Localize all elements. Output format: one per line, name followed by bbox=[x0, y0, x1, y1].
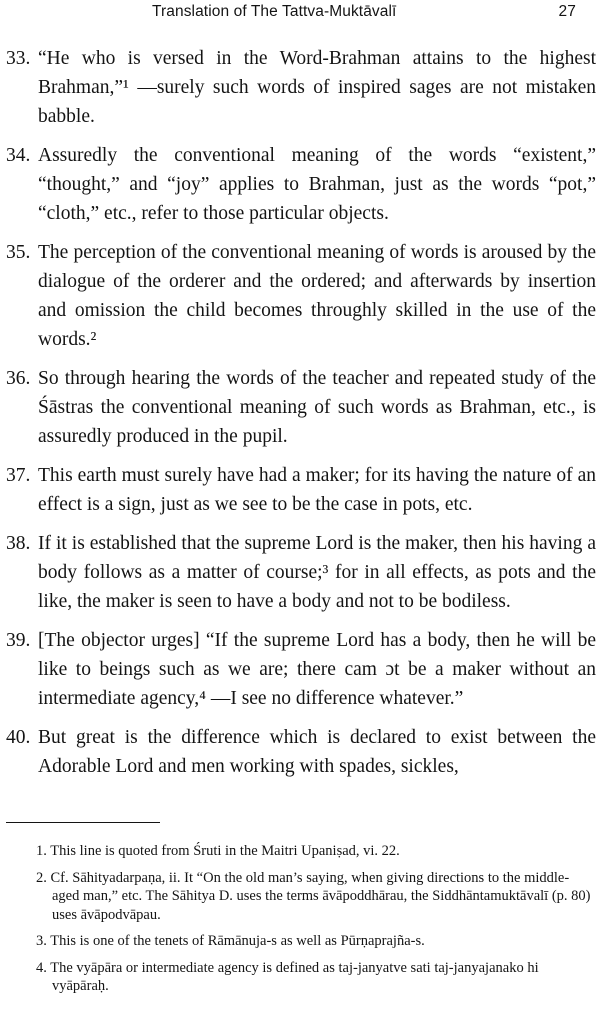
verse-33 bbox=[0, 44, 600, 131]
verse-37 bbox=[0, 461, 600, 519]
verse-number: 36. bbox=[6, 368, 31, 389]
page-number: 27 bbox=[558, 3, 576, 20]
verse-36 bbox=[0, 364, 600, 451]
footnote-divider bbox=[6, 822, 160, 823]
footnote-list bbox=[36, 842, 596, 1004]
footnote-4: 4. The vyāpāra or intermediate agency is defined as taj-janyatve sati taj-janyajanako hi vyāpāraḥ. bbox=[36, 959, 539, 994]
running-head bbox=[40, 3, 600, 23]
verse-number: 33. bbox=[6, 48, 31, 69]
verse-39 bbox=[0, 626, 600, 713]
footnote-1: 1. This line is quoted from Śruti in the Maitri Upaniṣad, vi. 22. bbox=[36, 843, 400, 859]
verse-number: 39. bbox=[6, 630, 31, 651]
verse-text: This earth must surely have had a maker; for its having the nature of an effect is a sign, just as we see to be the case in pots, etc. bbox=[38, 465, 596, 515]
running-title: Translation of The Tattva-Muktāvalī bbox=[152, 3, 397, 20]
verse-number: 35. bbox=[6, 242, 31, 263]
verse-number: 38. bbox=[6, 533, 31, 554]
verse-number: 40. bbox=[6, 727, 31, 748]
footnote-2: 2. Cf. Sāhityadarpaṇa, ii. It “On the old man’s saying, when giving directions to the middle-aged man,” etc. The Sāhitya D. uses the terms āvāpoddhārau, the Siddhāntamuktāvalī (p. 80) uses āvāpodvāpau. bbox=[36, 869, 591, 923]
verse-text: So through hearing the words of the teacher and repeated study of the Śāstras the conventional meaning of such words as Brahman, etc., is assuredly produced in the pupil. bbox=[38, 368, 596, 447]
verse-number: 37. bbox=[6, 465, 31, 486]
verse-34 bbox=[0, 141, 600, 228]
verse-text: But great is the difference which is declared to exist between the Adorable Lord and men working with spades, sickles, bbox=[38, 727, 596, 777]
verse-number: 34. bbox=[6, 145, 31, 166]
verse-38 bbox=[0, 529, 600, 616]
verse-35 bbox=[0, 238, 600, 354]
verse-text: [The objector urges] “If the supreme Lord has a body, then he will be like to beings such as we are; there cam ɔt be a maker without an intermediate agency,⁴ —I see no difference whatever.” bbox=[38, 630, 596, 709]
verse-text: The perception of the conventional meaning of words is aroused by the dialogue of the orderer and the ordered; and afterwards by insertion and omission the child becomes throughly skilled in the use of the words.² bbox=[38, 242, 596, 350]
verse-text: Assuredly the conventional meaning of the words “existent,” “thought,” and “joy” applies to Brahman, just as the words “pot,” “cloth,” etc., refer to those particular objects. bbox=[38, 145, 596, 224]
verse-text: “He who is versed in the Word-Brahman attains to the highest Brahman,”¹ —surely such words of inspired sages are not mistaken babble. bbox=[38, 48, 596, 127]
footnote-3: 3. This is one of the tenets of Rāmānuja-s as well as Pūrṇaprajña-s. bbox=[36, 933, 425, 949]
verse-list bbox=[0, 44, 600, 791]
verse-40 bbox=[0, 723, 600, 781]
verse-text: If it is established that the supreme Lord is the maker, then his having a body follows as a matter of course;³ for in all effects, as pots and the like, the maker is seen to have a body and not to be bodiless. bbox=[38, 533, 596, 612]
